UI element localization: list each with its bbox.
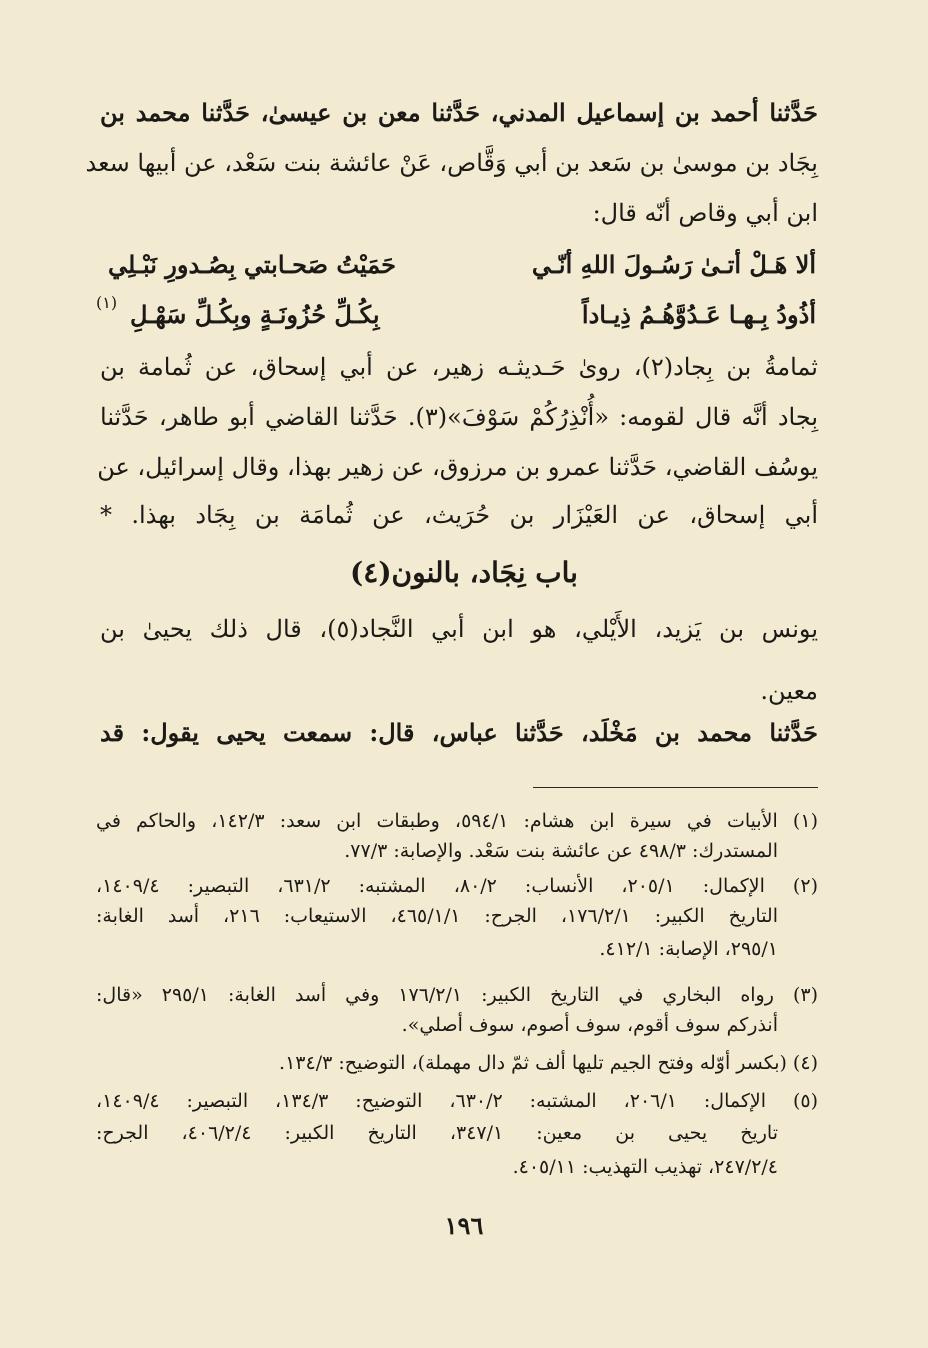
- footnote-line: (٥) الإكمال: ٢٠٦/١، المشتبه: ٦٣٠/٢، التوضيح: ١٣٤/٣، التبصير: ١٤٠٩/٤،: [96, 1090, 818, 1112]
- verse-hemistich: ألا هَـلْ أتـىٰ رَسُـولَ اللهِ أنّـي: [531, 250, 816, 279]
- footnote-line: أنذركم سوف أقوم، سوف أصوم، سوف أصلي».: [401, 1014, 778, 1036]
- footnote-line: التاريخ الكبير: ١٧٦/٢/١، الجرح: ٤٦٥/١/١، الاستيعاب: ٢١٦، أسد الغابة:: [96, 905, 778, 927]
- section-heading: باب نِجَاد، بالنون(٤): [350, 556, 578, 589]
- text-line: بِجَاد بن موسىٰ بن سَعد بن أبي وَقَّاص، عَنْ عائشة بنت سَعْد، عن أبيها سعد: [85, 149, 818, 177]
- footnote-line: ٢٩٥/١، الإصابة: ٤١٢/١.: [599, 938, 778, 960]
- text-line: حَدَّثنا أحمد بن إسماعيل المدني، حَدَّثنا معن بن عيسىٰ، حَدَّثنا محمد بن: [100, 98, 818, 127]
- footnote-line: المستدرك: ٤٩٨/٣ عن عائشة بنت سَعْد. والإصابة: ٧٧/٣.: [344, 840, 778, 862]
- text-line: حَدَّثنا محمد بن مَخْلَد، حَدَّثنا عباس، قال: سمعت يحيى يقول: قد: [100, 718, 818, 747]
- footnote-line: تاريخ يحيى بن معين: ٣٤٧/١، التاريخ الكبير: ٤٠٦/٢/٤، الجرح:: [96, 1122, 779, 1144]
- text-line: بِجاد أنَّه قال لقومه: «أُنْذِرُكُمْ سَوْفَ»(٣). حَدَّثنا القاضي أبو طاهر، حَدَّثنا: [100, 403, 819, 431]
- footnote-line: (٣) رواه البخاري في التاريخ الكبير: ١٧٦/٢/١ وفي أسد الغابة: ٢٩٥/١ «قال:: [96, 984, 818, 1006]
- text-line: يونس بن يَزيد، الأَيْلي، هو ابن أبي النَّجاد(٥)، قال ذلك يحيىٰ بن: [100, 615, 818, 643]
- footnote-separator: [533, 787, 818, 788]
- text-line: ابن أبي وقاص أنّه قال:: [592, 199, 818, 227]
- verse-hemistich: أذُودُ بِـهـا عَـدُوَّهُـمُ ذِيـاداً: [581, 300, 816, 329]
- text-line: ثمامةُ بن بِجاد(٢)، روىٰ حَـديثـه زهير، عن أبي إسحاق، عن ثُمامة بن: [100, 353, 818, 381]
- footnote-line: (٢) الإكمال: ٢٠٥/١، الأنساب: ٨٠/٢، المشتبه: ٦٣١/٢، التبصير: ١٤٠٩/٤،: [96, 875, 818, 897]
- footnote-line: (٤) (بكسر أوّله وفتح الجيم تليها ألف ثمّ دال مهملة)، التوضيح: ١٣٤/٣.: [279, 1052, 818, 1074]
- page-number: ١٩٦: [444, 1211, 484, 1240]
- text-line: معين.: [760, 677, 818, 705]
- text-line: أبي إسحاق، عن العَيْزَار بن حُرَيث، عن ثُمامَة بن بِجَاد بهذا. *: [100, 501, 818, 529]
- verse-hemistich: حَمَيْتُ صَحـابتي بِصُـدورِ نَبْـلِي: [108, 250, 396, 279]
- verse-hemistich: بِكُـلِّ حُزُونَـةٍ وبِكُـلِّ سَهْـلِ: [130, 300, 380, 329]
- footnote-line: ٢٤٧/٢/٤، تهذيب التهذيب: ٤٠٥/١١.: [512, 1156, 778, 1178]
- footnote-marker: (١): [96, 293, 118, 312]
- text-line: يوسُف القاضي، حَدَّثنا عمرو بن مرزوق، عن زهير بهذا، وقال إسرائيل، عن: [97, 453, 818, 481]
- footnote-line: (١) الأبيات في سيرة ابن هشام: ٥٩٤/١، وطبقات ابن سعد: ١٤٢/٣، والحاكم في: [96, 810, 818, 832]
